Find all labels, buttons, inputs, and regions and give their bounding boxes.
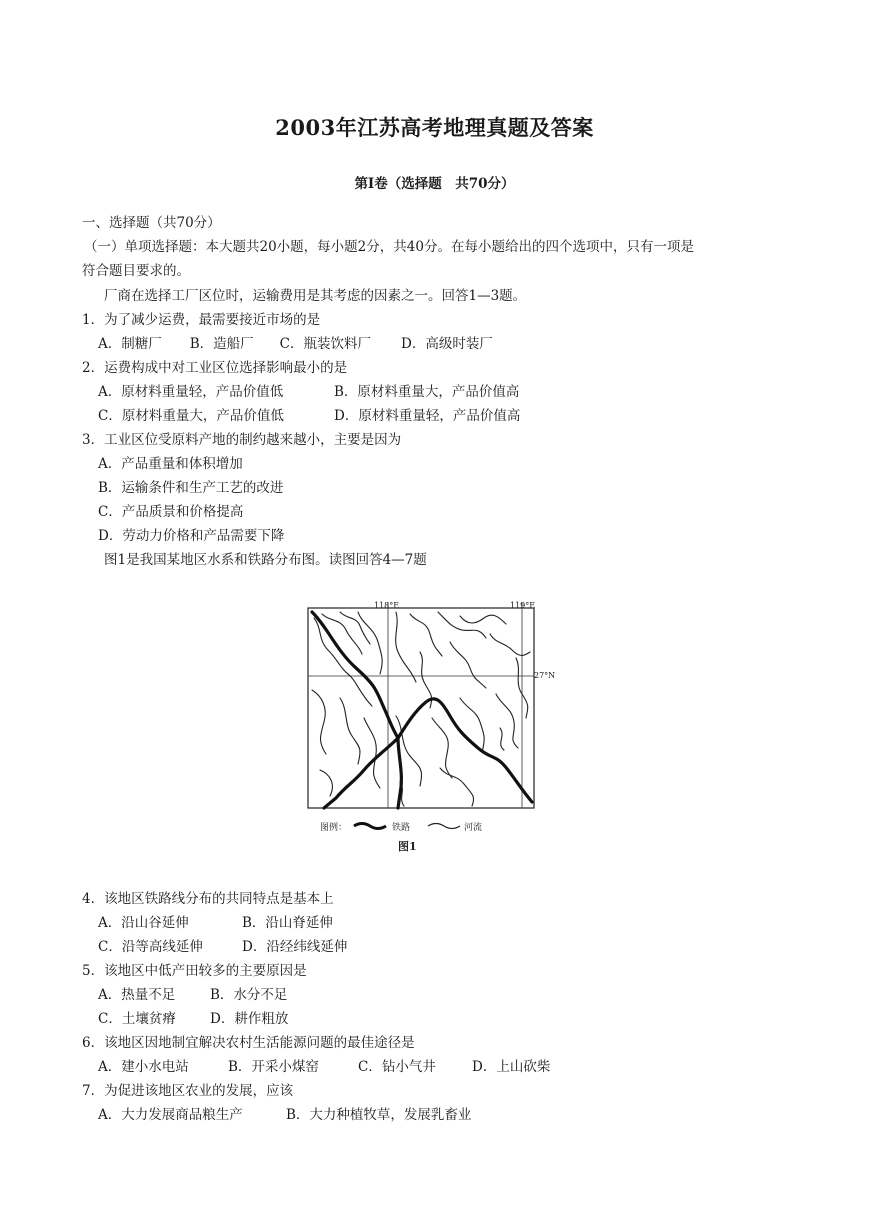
legend-rail-label: 铁路 — [392, 823, 411, 833]
option-c: C．原材料重量大，产品价值低 — [98, 408, 284, 424]
question-4-stem: 4．该地区铁路线分布的共同特点是基本上 — [82, 891, 334, 907]
option-d: D．上山砍柴 — [472, 1059, 551, 1075]
question-3-stem: 3．工业区位受原料产地的制约越来越小，主要是因为 — [82, 432, 402, 448]
question-4-options-row-2 — [98, 938, 347, 956]
question-2-options-row-1 — [98, 383, 519, 401]
question-1-options — [98, 335, 493, 353]
option-c: C．钻小气井 — [358, 1059, 436, 1075]
question-2-options-row-2 — [98, 407, 520, 425]
instruction-line-1: （一）单项选择题：本大题共20小题，每小题2分，共40分。在每小题给出的四个选项中，只有一项是 — [84, 239, 694, 255]
legend-river-symbol — [428, 824, 460, 829]
option-c: C．沿等高线延伸 — [98, 939, 203, 955]
question-2-stem: 2．运费构成中对工业区位选择影响最小的是 — [82, 360, 348, 376]
option-a: A．热量不足 — [98, 987, 176, 1003]
intro-questions-4-7: 图1是我国某地区水系和铁路分布图。读图回答4—7题 — [104, 552, 427, 568]
legend-rail-symbol — [354, 824, 386, 829]
option-b: B．水分不足 — [210, 987, 288, 1003]
option-a: A．制糖厂 — [98, 336, 162, 352]
option-b: B．原材料重量大，产品价值高 — [334, 384, 520, 400]
option-a: A．产品重量和体积增加 — [98, 456, 243, 472]
question-5-stem: 5．该地区中低产田较多的主要原因是 — [82, 963, 307, 979]
option-c: C．土壤贫瘠 — [98, 1011, 176, 1027]
question-6-stem: 6．该地区因地制宜解决农村生活能源问题的最佳途径是 — [82, 1035, 415, 1051]
label-27n: 27°N — [534, 671, 556, 680]
option-b: B．运输条件和生产工艺的改进 — [98, 480, 284, 496]
option-a: A．大力发展商品粮生产 — [98, 1107, 243, 1123]
section-heading: 一、选择题（共70分） — [82, 215, 221, 231]
label-118e: 118°E — [374, 601, 400, 610]
figure-1-map — [300, 598, 570, 860]
option-a: A．原材料重量轻，产品价值低 — [98, 384, 284, 400]
figure-caption: 图1 — [398, 840, 417, 853]
question-5-options-row-2 — [98, 1010, 288, 1028]
option-b: B．开采小煤窑 — [228, 1059, 319, 1075]
label-119e: 119°E — [510, 601, 536, 610]
page-title: 2003年江苏高考地理真题及答案 — [275, 115, 594, 140]
volume-heading: 第Ⅰ卷（选择题 共70分） — [354, 176, 515, 192]
option-b: B．沿山脊延伸 — [242, 915, 333, 931]
option-c: C．瓶装饮料厂 — [279, 336, 372, 352]
instruction-line-2: 符合题目要求的。 — [82, 263, 190, 279]
option-d: D．高级时装厂 — [401, 336, 493, 352]
option-d: D．耕作粗放 — [210, 1011, 289, 1027]
legend-river-label: 河流 — [464, 823, 483, 833]
question-5-options-row-1 — [98, 986, 287, 1004]
option-c: C．产品质景和价格提高 — [98, 504, 244, 520]
question-6-options — [98, 1058, 550, 1076]
option-a: A．建小水电站 — [98, 1059, 189, 1075]
option-b: B．造船厂 — [189, 336, 254, 352]
question-4-options-row-1 — [98, 914, 333, 932]
option-b: B．大力种植牧草，发展乳畜业 — [286, 1107, 472, 1123]
option-d: D．原材料重量轻，产品价值高 — [334, 408, 521, 424]
option-a: A．沿山谷延伸 — [98, 915, 189, 931]
option-d: D．劳动力价格和产品需要下降 — [98, 528, 285, 544]
question-7-stem: 7．为促进该地区农业的发展，应该 — [82, 1083, 294, 1099]
intro-questions-1-3: 厂商在选择工厂区位时，运输费用是其考虑的因素之一。回答1—3题。 — [104, 288, 527, 304]
legend-prefix: 图例： — [320, 823, 348, 833]
question-1-stem: 1．为了减少运费，最需要接近市场的是 — [82, 312, 321, 328]
question-7-options — [98, 1106, 471, 1124]
option-d: D．沿经纬线延伸 — [242, 939, 348, 955]
